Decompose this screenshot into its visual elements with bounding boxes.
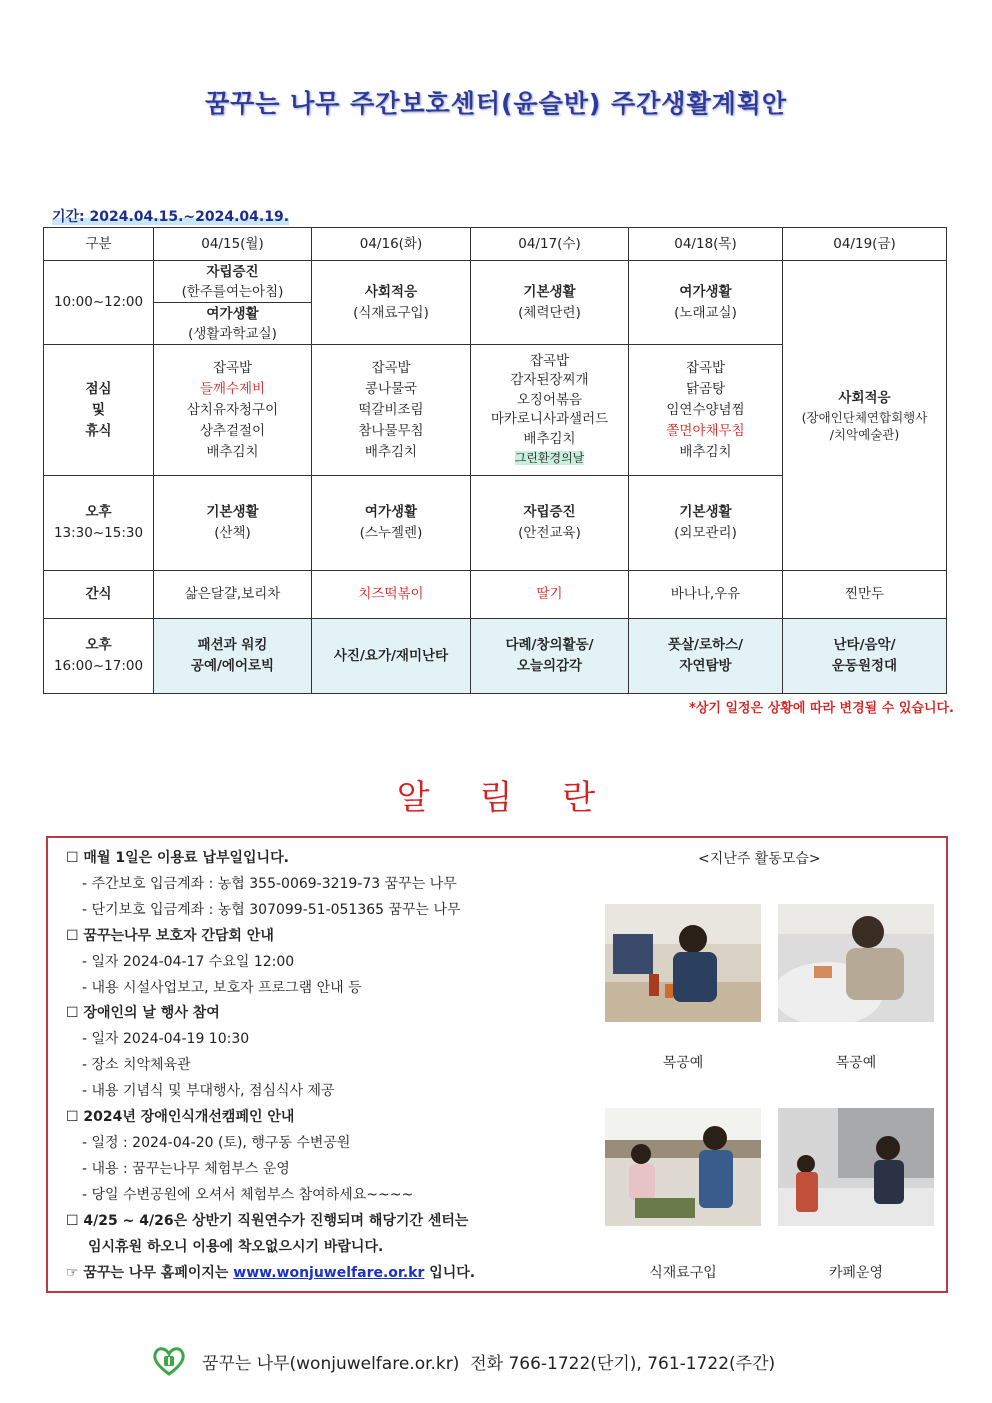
menu-item: 잡곡밥 — [212, 359, 253, 376]
lunch-label-1: 점심 — [85, 380, 112, 397]
snack-thu: 바나나,우유 — [629, 571, 783, 619]
notice-heading: ☐ 2024년 장애인식개선캠페인 안내 — [66, 1109, 295, 1126]
mon-am-1-title: 자립증진 — [206, 264, 259, 280]
header-tue: 04/16(화) — [312, 228, 471, 261]
menu-item: 배추김치 — [523, 430, 576, 447]
late-fri — [783, 619, 947, 694]
wed-pm-title: 자립증진 — [523, 504, 576, 520]
homepage-post: 입니다. — [429, 1264, 476, 1281]
table-row-snack — [44, 571, 947, 619]
gallery-title: <지난주 활동모습> — [698, 851, 821, 867]
tue-am-cell — [312, 261, 471, 345]
notice-detail: - 단기보호 입금계좌 : 농협 307099-51-051365 꿈꾸는 나무 — [82, 901, 461, 918]
mon-pm-title: 기본생활 — [206, 504, 259, 520]
photo-caption: 목공예 — [835, 1055, 877, 1071]
menu-item: 삼치유자청구이 — [186, 401, 279, 418]
notice-detail: - 일정 : 2024-04-20 (토), 행구동 수변공원 — [82, 1134, 351, 1151]
page-title: 꿈꾸는 나무 주간보호센터(윤슬반) 주간생활계획안 — [204, 89, 788, 118]
activity-photo-woodcraft-2 — [778, 904, 934, 1022]
wed-am-sub: (체력단련) — [518, 304, 581, 321]
wed-am-title: 기본생활 — [523, 283, 576, 300]
thu-pm-title: 기본생활 — [679, 504, 732, 520]
menu-item: 닭곰탕 — [685, 380, 726, 397]
mon-am-2-title: 여가생활 — [206, 306, 259, 322]
notice-detail: 임시휴원 하오니 이용에 착오없으시기 바랍니다. — [88, 1238, 384, 1255]
fri-title: 사회적응 — [838, 390, 891, 406]
menu-item: 상추겉절이 — [199, 422, 266, 439]
header-fri: 04/19(금) — [783, 228, 947, 261]
row-label-morning: 10:00~12:00 — [44, 261, 154, 345]
mon-am-cell — [154, 261, 312, 345]
notice-heading: ☐ 꿈꾸는나무 보호자 간담회 안내 — [66, 927, 274, 944]
fri-all-day-cell — [783, 261, 947, 571]
notice-detail: - 일자 2024-04-17 수요일 12:00 — [82, 953, 295, 970]
notice-heading: ☐ 4/25 ~ 4/26은 상반기 직원연수가 진행되며 해당기간 센터는 — [66, 1212, 469, 1229]
menu-item: 떡갈비조림 — [358, 401, 424, 418]
tue-pm-cell — [312, 476, 471, 571]
late-line: 운동원정대 — [831, 658, 898, 674]
homepage-link[interactable]: www.wonjuwelfare.or.kr — [233, 1264, 425, 1281]
late-line: 사진/요가/재미난타 — [333, 647, 449, 664]
tue-pm-sub: (스누젤렌) — [359, 525, 423, 541]
notice-heading: ☐ 매월 1일은 이용료 납부일입니다. — [66, 850, 289, 866]
notice-detail: - 주간보호 입금계좌 : 농협 355-0069-3219-73 꿈꾸는 나무 — [82, 875, 457, 892]
row-label-lunch — [44, 345, 154, 476]
photo-caption: 카페운영 — [828, 1265, 884, 1281]
header-thu: 04/18(목) — [629, 228, 783, 261]
thu-lunch-cell — [629, 345, 783, 476]
snack-tue: 치즈떡볶이 — [312, 571, 471, 619]
homepage-pre: ☞ 꿈꾸는 나무 홈페이지는 — [66, 1264, 229, 1281]
menu-item: 감자된장찌개 — [510, 372, 589, 388]
green-day-badge: 그린환경의날 — [514, 451, 585, 465]
late-line: 풋살/로하스/ — [667, 637, 744, 653]
weekly-schedule-table — [43, 227, 947, 694]
tue-am-title: 사회적응 — [364, 283, 418, 300]
late-line: 자연탐방 — [679, 658, 732, 674]
mon-pm-cell — [154, 476, 312, 571]
activity-photo-grocery — [605, 1108, 761, 1226]
late-wed — [471, 619, 629, 694]
row-label-late — [44, 619, 154, 694]
thu-am-title: 여가생활 — [679, 283, 732, 300]
menu-item: 마카로니사과샐러드 — [490, 411, 609, 427]
notice-list — [66, 846, 606, 1286]
late-line: 오늘의감각 — [516, 658, 583, 674]
menu-item: 오징어볶음 — [516, 391, 583, 408]
footer-contact: 꿈꾸는 나무(wonjuwelfare.or.kr) 전화 766-1722(단기), 761-1722(주간) — [202, 1353, 776, 1374]
menu-item: 임연수양념찜 — [666, 401, 745, 418]
wed-lunch-cell — [471, 345, 629, 476]
row-label-snack: 간식 — [44, 571, 154, 619]
thu-pm-cell — [629, 476, 783, 571]
late-line: 난타/음악/ — [833, 637, 896, 653]
thu-am-cell — [629, 261, 783, 345]
menu-item: 잡곡밥 — [685, 359, 726, 376]
lunch-label-2: 및 — [91, 401, 106, 418]
tue-lunch-cell — [312, 345, 471, 476]
tue-pm-title: 여가생활 — [364, 504, 418, 520]
table-row-late — [44, 619, 947, 694]
homepage-notice — [66, 1261, 606, 1287]
footer — [152, 1346, 775, 1376]
menu-item: 콩나물국 — [364, 380, 418, 397]
logo-heart-icon — [152, 1346, 186, 1376]
snack-wed: 딸기 — [471, 571, 629, 619]
activity-photo-woodcraft-1 — [605, 904, 761, 1022]
notice-detail: - 내용 기념식 및 부대행사, 점심식사 제공 — [82, 1083, 335, 1100]
menu-item: 배추김치 — [364, 443, 418, 460]
thu-am-sub: (노래교실) — [674, 304, 737, 321]
activity-photo-cafe — [778, 1108, 934, 1226]
late-mon — [154, 619, 312, 694]
mon-pm-sub: (산책) — [214, 525, 251, 541]
row-label-afternoon — [44, 476, 154, 571]
notice-detail: - 내용 시설사업보고, 보호자 프로그램 안내 등 — [82, 979, 362, 996]
pm-label-1: 오후 — [85, 504, 112, 520]
photo-caption: 목공예 — [662, 1055, 704, 1071]
late-tue — [312, 619, 471, 694]
pm-label-2: 13:30~15:30 — [53, 525, 144, 541]
menu-item: 배추김치 — [679, 443, 732, 460]
menu-item: 쫄면야채무침 — [666, 422, 745, 439]
menu-item: 들깨수제비 — [199, 380, 266, 397]
fri-sub-1: (장애인단체연합회행사 — [801, 410, 928, 425]
board-title: 알림란 — [396, 778, 646, 818]
late-line: 패션과 워킹 — [197, 637, 268, 653]
schedule-change-note: *상기 일정은 상황에 따라 변경될 수 있습니다. — [689, 701, 954, 716]
late-label-1: 오후 — [85, 637, 112, 653]
header-category: 구분 — [44, 228, 154, 261]
late-label-2: 16:00~17:00 — [53, 658, 144, 674]
wed-pm-cell — [471, 476, 629, 571]
notice-heading: ☐ 장애인의 날 행사 참여 — [66, 1005, 220, 1022]
wed-pm-sub: (안전교육) — [518, 525, 581, 541]
header-wed: 04/17(수) — [471, 228, 629, 261]
late-line: 공예/에어로빅 — [190, 658, 275, 674]
photo-caption: 식재료구입 — [649, 1265, 717, 1281]
snack-fri: 찐만두 — [783, 571, 947, 619]
notice-detail: - 장소 치악체육관 — [82, 1057, 191, 1074]
late-line: 다례/창의활동/ — [505, 637, 594, 653]
menu-item: 잡곡밥 — [529, 352, 570, 369]
notice-detail: - 당일 수변공원에 오셔서 체험부스 참여하세요~~~~ — [82, 1186, 414, 1203]
period-label: 기간: 2024.04.15.~2024.04.19. — [52, 209, 290, 225]
mon-lunch-cell — [154, 345, 312, 476]
fri-sub-2: /치악예술관) — [829, 427, 900, 442]
notice-detail: - 내용 : 꿈꾸는나무 체험부스 운영 — [82, 1160, 290, 1177]
notice-board — [46, 836, 948, 1293]
wed-am-cell — [471, 261, 629, 345]
table-header-row — [44, 228, 947, 261]
menu-item: 잡곡밥 — [371, 359, 411, 376]
table-row-morning — [44, 261, 947, 345]
late-thu — [629, 619, 783, 694]
menu-item: 참나물무침 — [358, 422, 424, 439]
lunch-label-3: 휴식 — [85, 422, 112, 439]
menu-item: 배추김치 — [206, 443, 259, 460]
tue-am-sub: (식재료구입) — [353, 304, 429, 321]
mon-am-2-sub: (생활과학교실) — [188, 326, 277, 342]
mon-am-1-sub: (한주를여는아침) — [181, 284, 284, 300]
thu-pm-sub: (외모관리) — [674, 525, 737, 541]
snack-mon: 삶은달걀,보리차 — [154, 571, 312, 619]
notice-detail: - 일자 2024-04-19 10:30 — [82, 1031, 250, 1048]
header-mon: 04/15(월) — [154, 228, 312, 261]
